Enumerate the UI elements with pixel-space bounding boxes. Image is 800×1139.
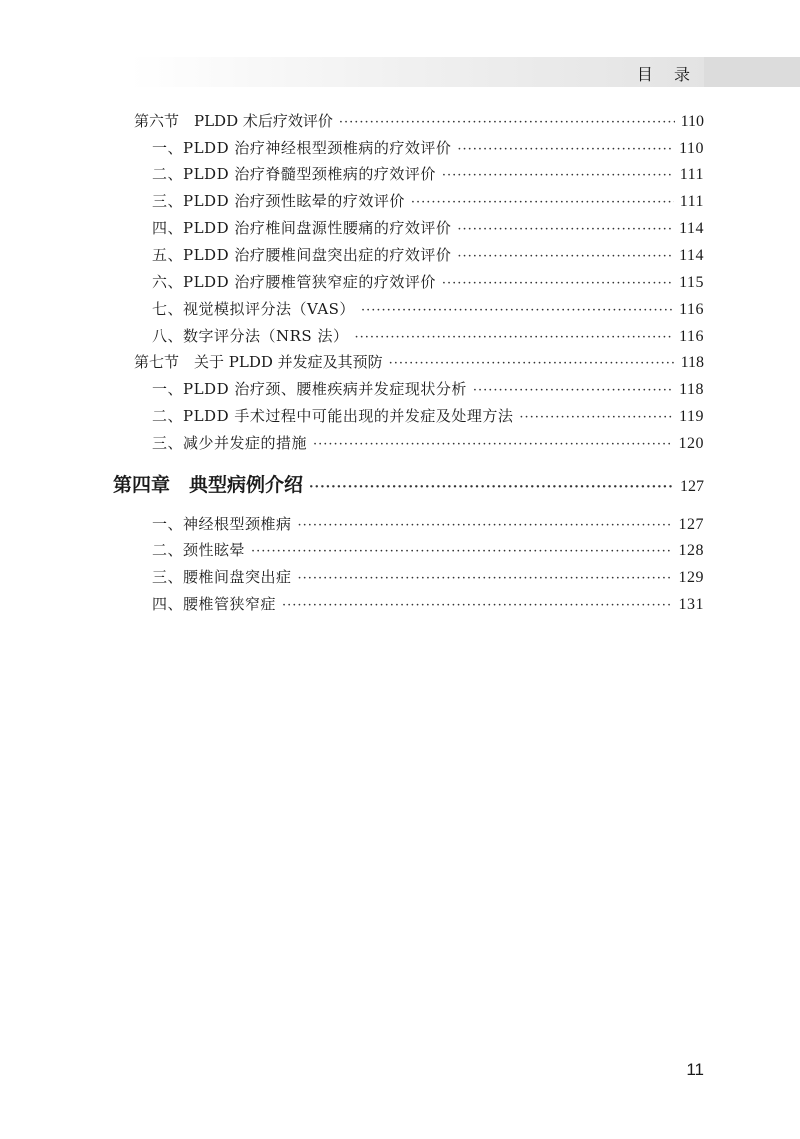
toc-entry-label: 二、PLDD 手术过程中可能出现的并发症及处理方法 [152,407,514,425]
toc-item-entry[interactable] [152,164,704,186]
leader-dots [339,113,675,133]
toc-entry-label: 一、PLDD 治疗颈、腰椎疾病并发症现状分析 [152,380,467,398]
toc-section-entry[interactable] [134,111,704,133]
toc-entry-label: 第七节 关于 PLDD 并发症及其预防 [134,353,383,371]
toc-item-entry[interactable] [152,326,704,348]
header-bar [130,57,706,87]
toc-chapter-entry[interactable] [113,473,704,500]
toc-entry-page: 131 [678,596,704,613]
toc-item-entry[interactable] [152,272,704,294]
toc-entry-page: 118 [680,354,704,371]
toc-item-entry[interactable] [152,540,704,562]
leader-dots [457,220,673,240]
leader-dots [309,476,674,500]
leader-dots [442,274,673,294]
toc-entry-label: 三、PLDD 治疗颈性眩晕的疗效评价 [152,192,405,210]
leader-dots [473,381,673,401]
toc-entry-label: 第四章 典型病例介绍 [113,474,304,496]
toc-item-entry[interactable] [152,191,704,213]
toc-entry-label: 四、PLDD 治疗椎间盘源性腰痛的疗效评价 [152,219,452,237]
toc-entry-label: 二、PLDD 治疗脊髓型颈椎病的疗效评价 [152,165,436,183]
toc-entry-page: 127 [678,516,704,533]
toc-entry-page: 127 [680,478,704,495]
toc-entry-label: 第六节 PLDD 术后疗效评价 [134,112,333,130]
leader-dots [313,435,672,455]
toc-item-entry[interactable] [152,245,704,267]
toc-entry-page: 118 [679,381,704,398]
leader-dots [411,193,674,213]
toc-item-entry[interactable] [152,514,704,536]
leader-dots [361,301,673,321]
leader-dots [298,516,673,536]
leader-dots [442,166,674,186]
toc-item-entry[interactable] [152,218,704,240]
toc-item-entry[interactable] [152,299,704,321]
toc-entry-page: 111 [679,193,704,210]
toc-entry-page: 110 [680,113,704,130]
toc-entry-label: 一、神经根型颈椎病 [152,515,292,533]
toc-section-entry[interactable] [134,352,704,374]
page-title: 目 录 [636,65,698,84]
toc-entry-page: 128 [678,542,704,559]
toc-item-entry[interactable] [152,406,704,428]
toc-entry-label: 六、PLDD 治疗腰椎管狭窄症的疗效评价 [152,273,436,291]
toc-entry-label: 三、减少并发症的措施 [152,434,308,452]
toc-entry-page: 111 [679,166,704,183]
leader-dots [457,247,673,267]
toc-entry-label: 七、视觉模拟评分法（VAS） [152,300,355,318]
toc-item-entry[interactable] [152,138,704,160]
toc-item-entry[interactable] [152,433,704,455]
toc-entry-label: 三、腰椎间盘突出症 [152,568,292,586]
leader-dots [251,542,672,562]
leader-dots [389,354,675,374]
header-tab [704,57,800,87]
leader-dots [298,569,673,589]
toc-entry-label: 二、颈性眩晕 [152,541,246,559]
toc-entry-page: 129 [678,569,704,586]
toc-item-entry[interactable] [152,594,704,616]
toc-entry-page: 116 [679,301,704,318]
toc-entry-page: 120 [678,435,704,452]
page-number: 11 [686,1060,704,1079]
toc-entry-label: 一、PLDD 治疗神经根型颈椎病的疗效评价 [152,139,452,157]
toc-item-entry[interactable] [152,379,704,401]
leader-dots [457,140,673,160]
toc-entry-label: 四、腰椎管狭窄症 [152,595,277,613]
leader-dots [282,596,672,616]
leader-dots [354,328,673,348]
toc-entry-page: 114 [679,247,704,264]
toc-entry-page: 115 [679,274,704,291]
toc-entry-page: 114 [679,220,704,237]
toc-entry-label: 五、PLDD 治疗腰椎间盘突出症的疗效评价 [152,246,452,264]
toc-entry-page: 110 [679,140,704,157]
leader-dots [519,408,673,428]
toc-entry-page: 119 [679,408,704,425]
toc-entry-label: 八、数字评分法（NRS 法） [152,327,349,345]
toc-item-entry[interactable] [152,567,704,589]
toc-entry-page: 116 [679,328,704,345]
